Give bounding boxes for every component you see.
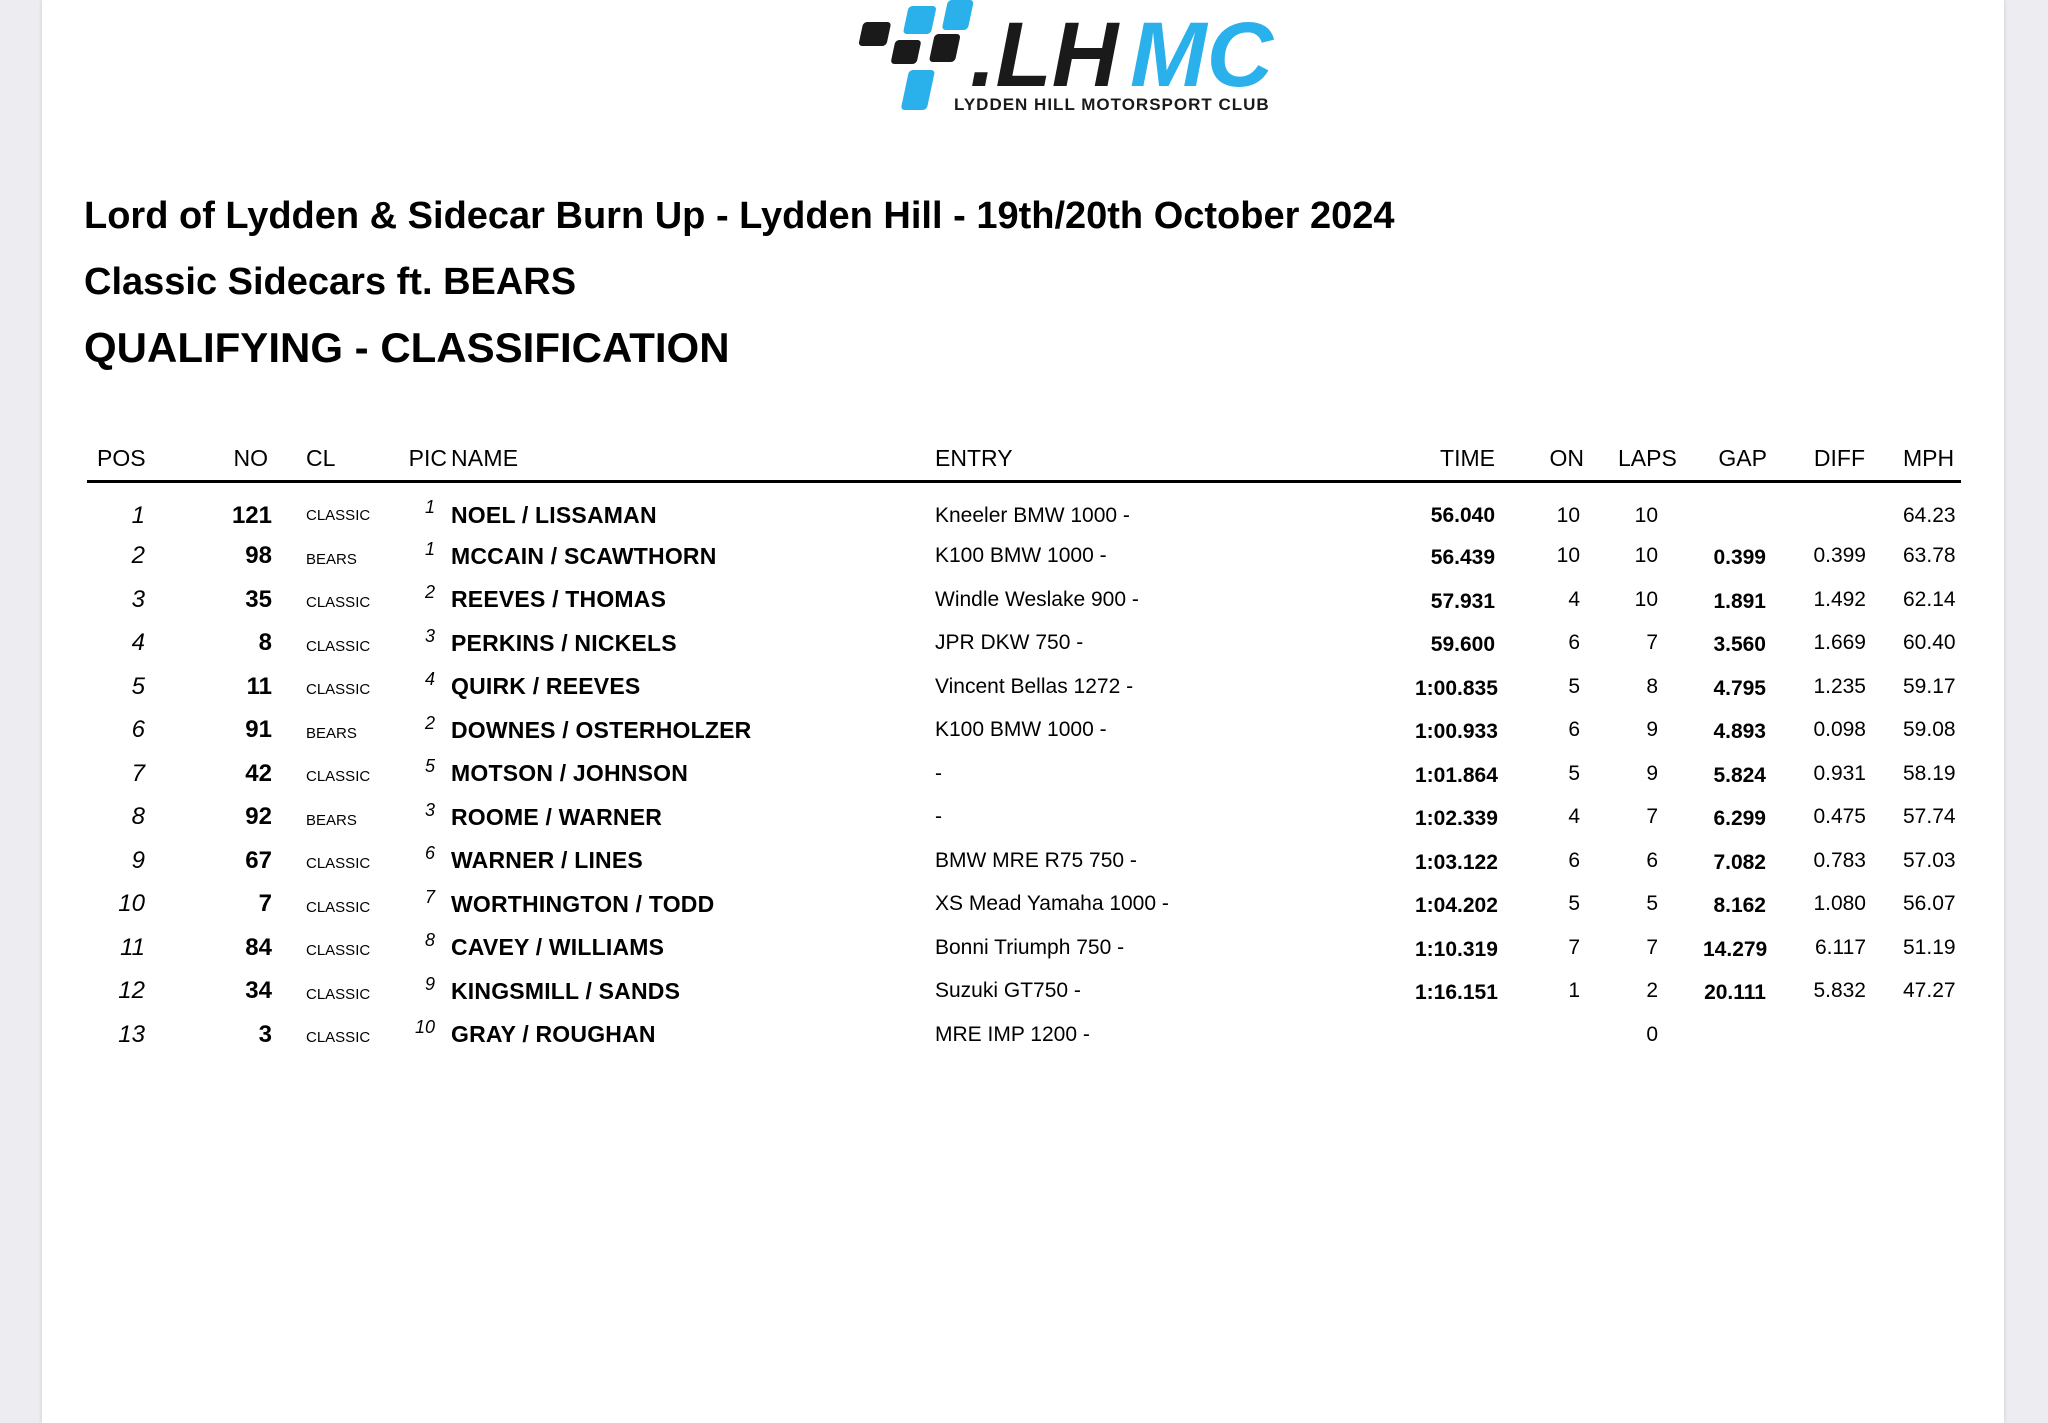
cell-name: CAVEY / WILLIAMS	[451, 934, 665, 961]
cell-pos: 4	[131, 629, 145, 657]
cell-pos: 6	[131, 716, 145, 744]
logo-square	[901, 70, 936, 110]
cell-cl: CLASSIC	[306, 855, 371, 873]
cell-time: 56.439	[1430, 546, 1495, 570]
cell-laps: 0	[1646, 1022, 1658, 1046]
cell-cl: CLASSIC	[306, 768, 371, 786]
cell-on: 5	[1568, 761, 1580, 785]
cell-no: 42	[245, 759, 272, 787]
cell-entry: Kneeler BMW 1000 -	[935, 503, 1130, 527]
cell-mph: 64.23	[1903, 503, 1956, 527]
cell-mph: 63.78	[1903, 544, 1956, 568]
cell-on: 6	[1568, 631, 1580, 655]
cell-pos: 12	[118, 977, 145, 1005]
cell-pos: 3	[131, 585, 145, 613]
cell-pic: 7	[424, 886, 435, 907]
cell-no: 11	[246, 672, 272, 700]
cell-no: 92	[245, 803, 272, 831]
cell-diff	[1799, 482, 1903, 535]
cell-time: 56.040	[1430, 503, 1495, 527]
lhmc-logo-graphic	[824, 0, 1284, 118]
cell-on: 7	[1568, 935, 1580, 959]
cell-time: 1:04.202	[1415, 894, 1498, 918]
cell-no: 34	[245, 977, 272, 1005]
cell-entry: -	[935, 805, 942, 829]
cell-time: 1:03.122	[1415, 850, 1498, 874]
cell-on: 10	[1556, 544, 1580, 568]
cell-pos: 13	[118, 1020, 145, 1048]
cell-name: QUIRK / REEVES	[451, 673, 641, 700]
col-header-diff: DIFF	[1799, 434, 1903, 482]
col-header-cl: CL	[306, 434, 374, 482]
cell-no: 121	[231, 501, 272, 529]
cell-pos: 9	[131, 846, 145, 874]
cell-time: 1:01.864	[1415, 763, 1498, 787]
cell-entry: Windle Weslake 900 -	[935, 587, 1139, 611]
class-title: Classic Sidecars ft. BEARS	[84, 261, 577, 303]
cell-pos: 8	[131, 803, 145, 831]
logo-square	[858, 22, 891, 46]
classification-table	[87, 434, 1961, 1057]
cell-name: GRAY / ROUGHAN	[451, 1021, 656, 1048]
event-title: Lord of Lydden & Sidecar Burn Up - Lydden Hill - 19th/20th October 2024	[84, 195, 1395, 237]
cell-laps: 2	[1646, 979, 1658, 1003]
table-row	[87, 839, 1961, 883]
cell-gap: 4.795	[1713, 676, 1766, 700]
cell-name: ROOME / WARNER	[451, 803, 663, 830]
cell-cl: BEARS	[306, 724, 357, 742]
cell-gap: 0.399	[1713, 546, 1766, 570]
cell-entry: Bonni Triumph 750 -	[935, 935, 1125, 959]
cell-on: 5	[1568, 892, 1580, 916]
cell-no: 35	[245, 585, 272, 613]
cell-pic: 6	[424, 843, 435, 863]
cell-pic: 2	[424, 712, 435, 733]
cell-time: 1:00.835	[1415, 676, 1498, 700]
table-row	[87, 665, 1961, 709]
cell-time: 1:02.339	[1415, 807, 1498, 831]
cell-mph: 56.07	[1903, 892, 1956, 916]
cell-gap: 14.279	[1703, 937, 1768, 961]
logo-square	[929, 34, 961, 62]
results-document	[42, 0, 2004, 1423]
cell-gap	[1703, 1013, 1799, 1057]
cell-on	[1535, 1013, 1618, 1057]
cell-mph: 59.08	[1903, 718, 1956, 742]
cell-diff: 0.098	[1813, 718, 1866, 742]
col-header-time: TIME	[1415, 434, 1535, 482]
cell-name: WARNER / LINES	[451, 847, 643, 874]
cell-pic: 8	[424, 930, 435, 950]
cell-entry: Suzuki GT750 -	[935, 979, 1081, 1003]
cell-mph	[1903, 1013, 1961, 1057]
cell-cl: BEARS	[306, 811, 357, 829]
cell-on: 5	[1568, 674, 1580, 698]
table-row	[87, 796, 1961, 840]
table-row	[87, 752, 1961, 796]
table-row	[87, 926, 1961, 970]
cell-gap	[1703, 482, 1799, 535]
cell-diff: 1.235	[1813, 674, 1866, 698]
logo-subtitle: LYDDEN HILL MOTORSPORT CLUB	[954, 95, 1270, 114]
cell-mph: 60.40	[1903, 631, 1956, 655]
cell-entry: MRE IMP 1200 -	[935, 1022, 1090, 1046]
logo-text-light: MC	[1130, 4, 1274, 106]
cell-laps: 10	[1634, 587, 1658, 611]
cell-laps: 5	[1646, 892, 1658, 916]
cell-no: 98	[245, 542, 272, 570]
cell-gap: 5.824	[1713, 763, 1766, 787]
cell-no: 7	[258, 890, 272, 918]
col-header-mph: MPH	[1903, 434, 1961, 482]
cell-gap: 20.111	[1704, 981, 1766, 1005]
cell-time: 1:10.319	[1415, 937, 1498, 961]
cell-laps: 7	[1646, 805, 1658, 829]
cell-diff: 0.475	[1813, 805, 1866, 829]
cell-mph: 62.14	[1903, 587, 1956, 611]
cell-gap: 8.162	[1713, 894, 1766, 918]
cell-cl: CLASSIC	[306, 594, 371, 612]
cell-no: 84	[245, 933, 272, 961]
cell-laps: 10	[1634, 544, 1658, 568]
cell-pic: 10	[414, 1017, 435, 1037]
cell-cl: CLASSIC	[306, 942, 371, 960]
cell-name: MOTSON / JOHNSON	[451, 760, 689, 787]
cell-pic: 1	[424, 538, 435, 559]
cell-cl: CLASSIC	[306, 898, 371, 916]
cell-pic: 2	[424, 582, 435, 602]
cell-cl: CLASSIC	[306, 1029, 371, 1047]
cell-name: MCCAIN / SCAWTHORN	[451, 542, 717, 569]
cell-mph: 51.19	[1903, 935, 1956, 959]
cell-on: 6	[1568, 718, 1580, 742]
cell-diff: 1.669	[1813, 631, 1866, 655]
table-header-row	[87, 434, 1961, 482]
cell-on: 10	[1556, 503, 1580, 527]
cell-pic: 3	[424, 625, 435, 646]
cell-cl: CLASSIC	[306, 681, 371, 699]
col-header-pic: PIC	[374, 434, 451, 482]
lhmc-logo	[824, 0, 1284, 118]
col-header-on: ON	[1535, 434, 1618, 482]
cell-gap: 3.560	[1713, 633, 1766, 657]
cell-mph: 59.17	[1903, 674, 1956, 698]
cell-laps: 10	[1634, 503, 1658, 527]
table-row	[87, 482, 1961, 535]
col-header-no: NO	[205, 434, 306, 482]
cell-mph: 57.03	[1903, 848, 1956, 872]
table-row	[87, 578, 1961, 622]
cell-on: 6	[1568, 848, 1580, 872]
cell-diff: 6.117	[1815, 935, 1866, 959]
cell-diff: 1.080	[1813, 892, 1866, 916]
cell-entry: Vincent Bellas 1272 -	[935, 674, 1134, 698]
cell-entry: JPR DKW 750 -	[935, 631, 1084, 655]
logo-text-dark: .LH	[970, 4, 1119, 106]
cell-entry: -	[935, 761, 942, 785]
cell-cl: CLASSIC	[306, 985, 371, 1003]
table-row	[87, 709, 1961, 753]
cell-cl: BEARS	[306, 550, 357, 568]
cell-pos: 11	[120, 933, 145, 961]
cell-mph: 57.74	[1903, 805, 1956, 829]
cell-name: DOWNES / OSTERHOLZER	[451, 716, 752, 743]
cell-on: 1	[1568, 979, 1580, 1003]
col-header-name: NAME	[451, 434, 935, 482]
cell-time: 1:16.151	[1415, 981, 1498, 1005]
results-body	[87, 482, 1961, 1057]
cell-laps: 8	[1646, 674, 1658, 698]
cell-pos: 7	[131, 759, 145, 787]
cell-gap: 6.299	[1713, 807, 1766, 831]
cell-no: 3	[258, 1020, 272, 1048]
cell-entry: K100 BMW 1000 -	[935, 718, 1107, 742]
cell-gap: 1.891	[1713, 589, 1766, 613]
cell-entry: XS Mead Yamaha 1000 -	[935, 892, 1169, 916]
cell-diff: 1.492	[1813, 587, 1866, 611]
cell-entry: K100 BMW 1000 -	[935, 544, 1107, 568]
col-header-gap: GAP	[1703, 434, 1799, 482]
title-block	[84, 192, 1394, 374]
cell-diff: 0.783	[1813, 848, 1866, 872]
col-header-entry: ENTRY	[935, 434, 1415, 482]
cell-pos: 1	[131, 501, 145, 529]
cell-mph: 47.27	[1903, 979, 1956, 1003]
cell-laps: 9	[1646, 761, 1658, 785]
cell-name: NOEL / LISSAMAN	[451, 502, 657, 529]
cell-pos: 2	[131, 542, 145, 570]
cell-pos: 10	[118, 890, 145, 918]
cell-time: 57.931	[1430, 589, 1495, 613]
cell-mph: 58.19	[1903, 761, 1956, 785]
cell-time: 1:00.933	[1415, 720, 1498, 744]
cell-cl: CLASSIC	[306, 507, 371, 525]
col-header-pos: POS	[87, 434, 205, 482]
cell-laps: 9	[1646, 718, 1658, 742]
cell-laps: 6	[1646, 848, 1658, 872]
cell-no: 91	[245, 716, 272, 744]
cell-diff	[1799, 1013, 1903, 1057]
cell-no: 8	[258, 629, 272, 657]
cell-entry: BMW MRE R75 750 -	[935, 848, 1137, 872]
table-row	[87, 970, 1961, 1014]
cell-diff: 0.399	[1813, 544, 1866, 568]
cell-on: 4	[1568, 805, 1580, 829]
cell-on: 4	[1568, 587, 1580, 611]
cell-name: PERKINS / NICKELS	[451, 629, 677, 656]
cell-name: WORTHINGTON / TODD	[451, 890, 715, 917]
cell-time: 59.600	[1430, 633, 1495, 657]
session-title: QUALIFYING - CLASSIFICATION	[84, 324, 730, 371]
cell-pic: 1	[424, 497, 435, 517]
table-row	[87, 622, 1961, 666]
col-header-laps: LAPS	[1618, 434, 1703, 482]
logo-square	[890, 40, 921, 64]
table-row	[87, 1013, 1961, 1057]
cell-laps: 7	[1646, 935, 1658, 959]
cell-cl: CLASSIC	[306, 637, 371, 655]
cell-pic: 9	[424, 973, 435, 994]
cell-diff: 0.931	[1813, 761, 1866, 785]
cell-pic: 4	[424, 669, 435, 689]
cell-laps: 7	[1646, 631, 1658, 655]
logo-square	[903, 6, 937, 34]
cell-name: REEVES / THOMAS	[451, 586, 667, 613]
cell-pic: 3	[424, 799, 435, 820]
cell-name: KINGSMILL / SANDS	[451, 977, 681, 1004]
cell-diff: 5.832	[1813, 979, 1866, 1003]
cell-pic: 5	[424, 756, 435, 776]
cell-no: 67	[245, 846, 272, 874]
cell-gap: 7.082	[1713, 850, 1766, 874]
table-row	[87, 535, 1961, 579]
cell-gap: 4.893	[1713, 720, 1766, 744]
cell-time	[1415, 1013, 1535, 1057]
table-row	[87, 883, 1961, 927]
cell-pos: 5	[131, 672, 145, 700]
